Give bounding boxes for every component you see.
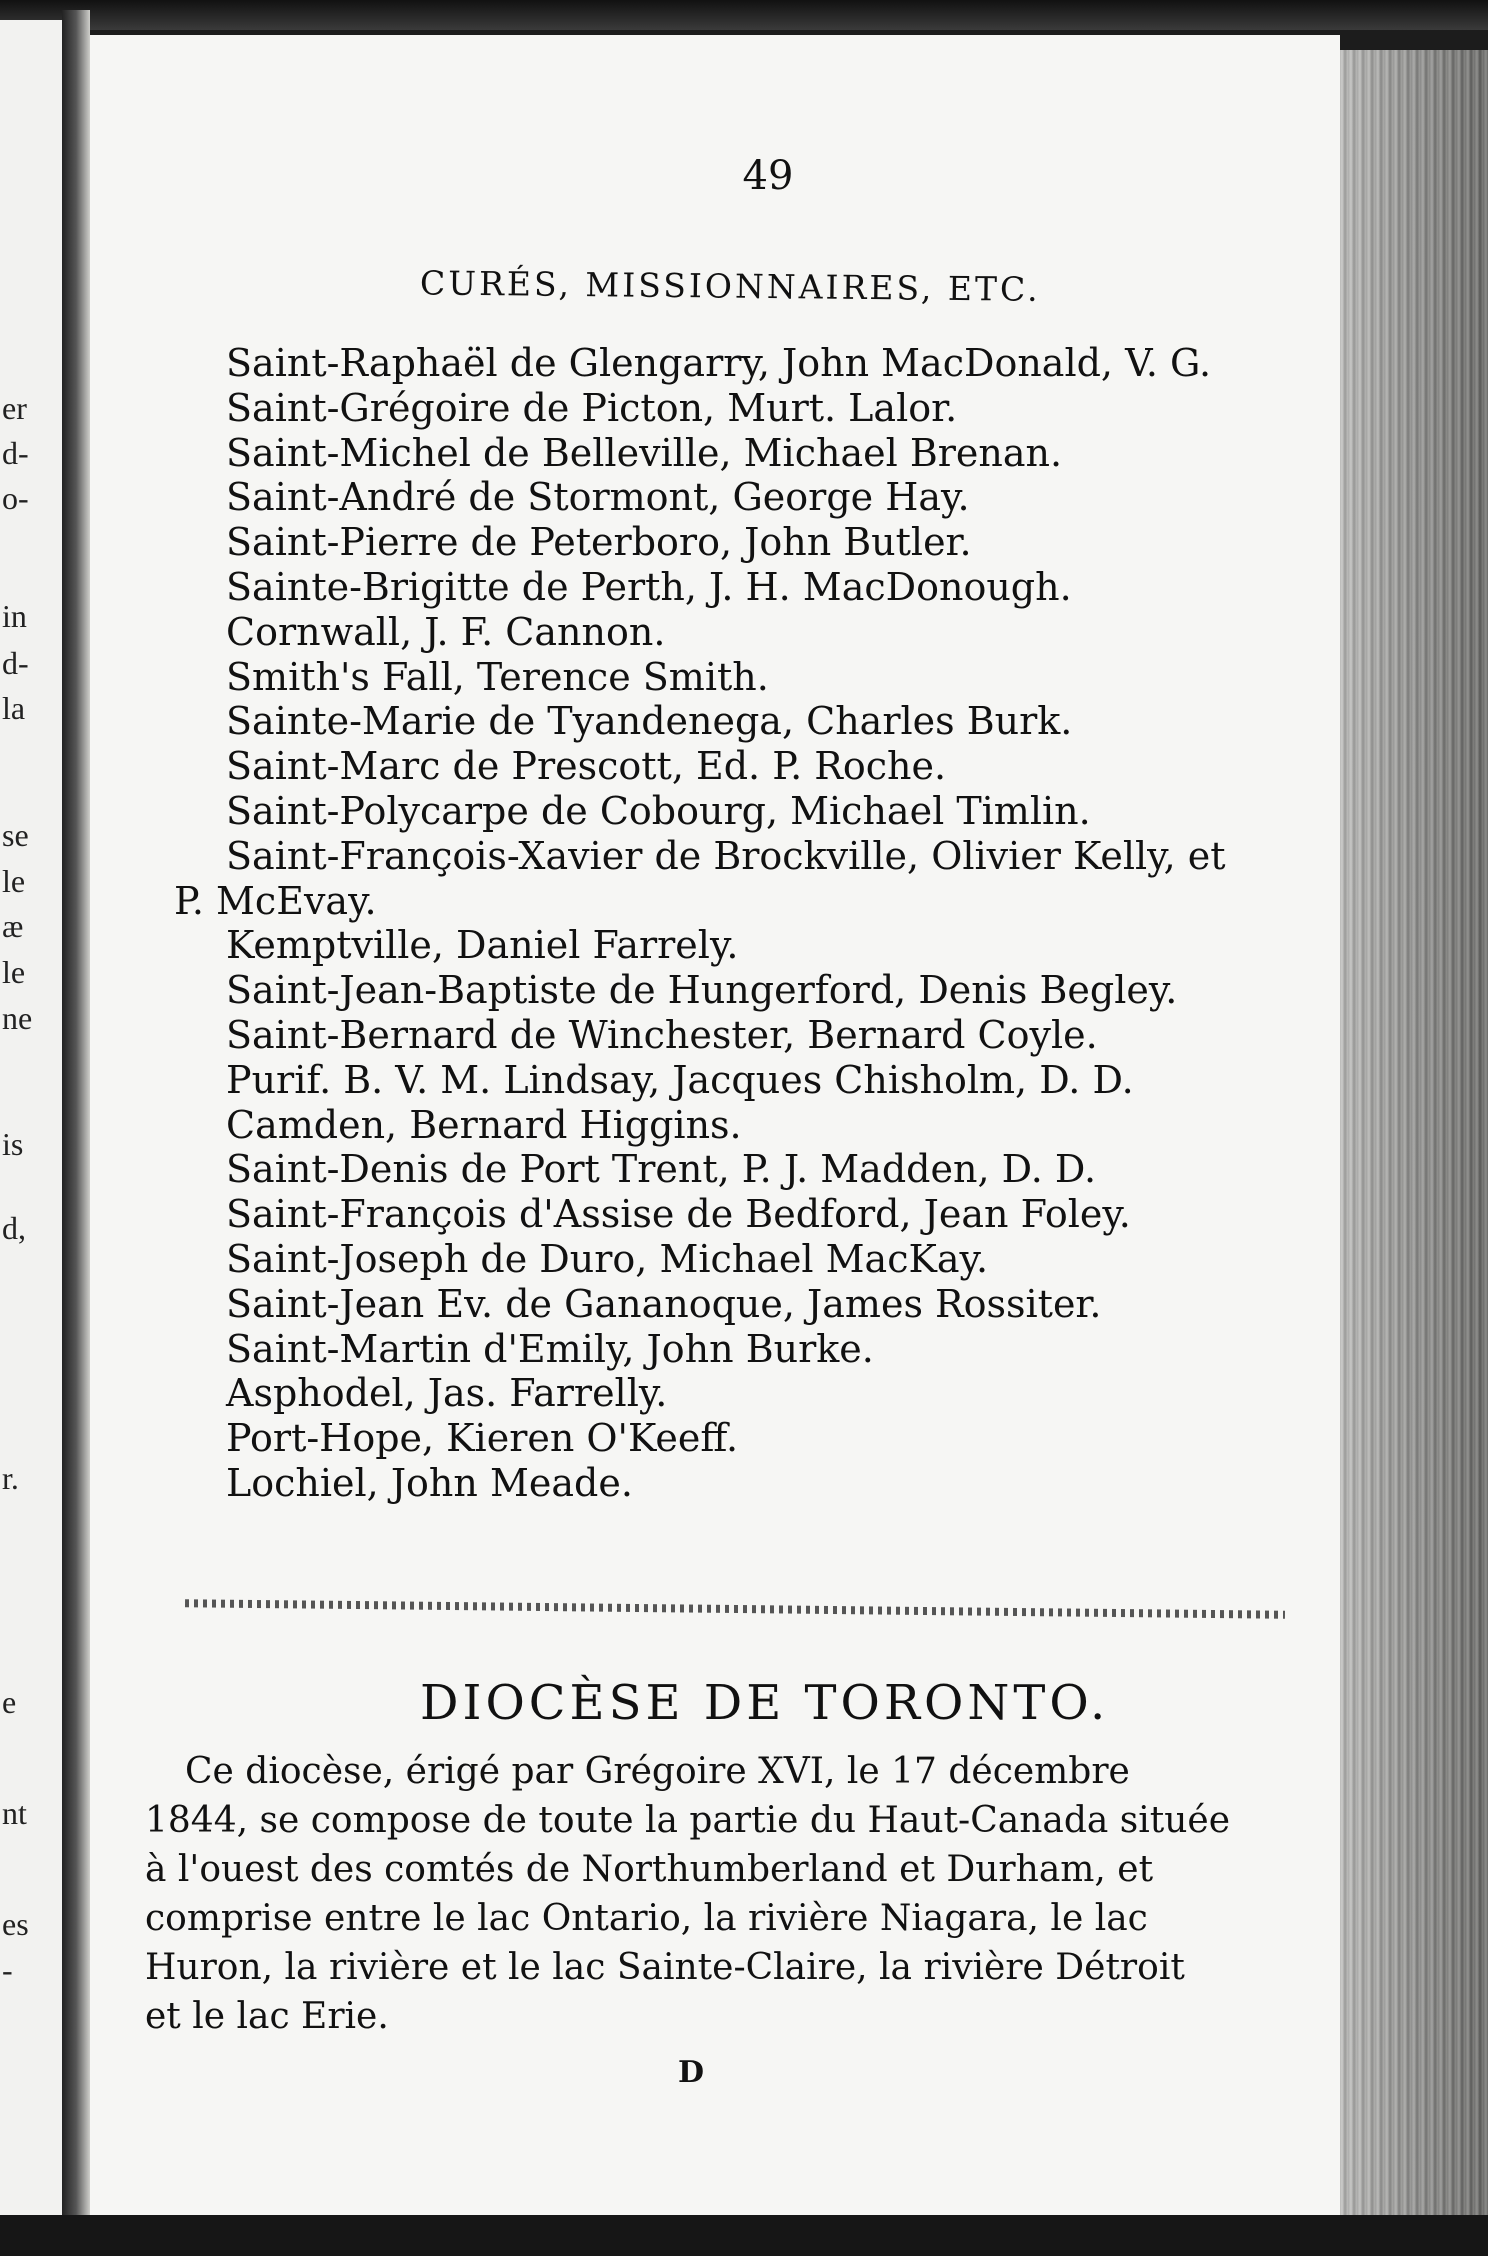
parish-entry: Saint-Michel de Belleville, Michael Brenan. [226, 430, 1063, 475]
previous-page-edge [0, 20, 62, 2220]
prev-page-fragment: d, [2, 1210, 26, 1246]
parish-entry: Port-Hope, Kieren O'Keeff. [226, 1416, 739, 1461]
paragraph-line: et le lac Erie. [145, 1996, 389, 2037]
parish-entry: Saint-Grégoire de Picton, Murt. Lalor. [226, 385, 958, 430]
prev-page-fragment: ne [2, 1000, 33, 1036]
parish-entry: Saint-Bernard de Winchester, Bernard Coyle. [226, 1012, 1098, 1057]
book-gutter [62, 10, 90, 2220]
parish-entry: Sainte-Brigitte de Perth, J. H. MacDonough. [226, 564, 1072, 609]
book-page [90, 35, 1340, 2215]
prev-page-fragment: is [2, 1126, 24, 1162]
prev-page-fragment: - [2, 1952, 13, 1988]
parish-entry: Saint-Raphaël de Glengarry, John MacDonald, V. G. [226, 341, 1212, 385]
prev-page-fragment: r. [2, 1460, 19, 1496]
parish-entry: Camden, Bernard Higgins. [226, 1102, 742, 1147]
paragraph-line: comprise entre le lac Ontario, la rivière Niagara, le lac [145, 1898, 1148, 1939]
paragraph-line: à l'ouest des comtés de Northumberland et Durham, et [145, 1849, 1154, 1890]
prev-page-fragment: d- [2, 645, 29, 681]
prev-page-fragment: nt [2, 1795, 27, 1831]
parish-entry: Kemptville, Daniel Farrely. [226, 923, 739, 968]
parish-entry: Saint-François d'Assise de Bedford, Jean Foley. [226, 1192, 1131, 1237]
ornamental-rule [185, 1599, 1285, 1619]
prev-page-fragment: la [2, 690, 26, 726]
prev-page-fragment: er [2, 390, 27, 426]
paragraph-line: Ce diocèse, érigé par Grégoire XVI, le 17 décembre [185, 1751, 1130, 1792]
parish-entry-continuation: P. McEvay. [174, 878, 377, 923]
prev-page-fragment: in [2, 598, 27, 634]
parish-entry: Saint-Martin d'Emily, John Burke. [226, 1326, 874, 1371]
parish-entry: Asphodel, Jas. Farrelly. [226, 1371, 668, 1416]
prev-page-fragment: e [2, 1684, 17, 1720]
parish-entry: Sainte-Marie de Tyandenega, Charles Burk. [226, 699, 1073, 744]
parish-entry: Cornwall, J. F. Cannon. [226, 609, 666, 654]
prev-page-fragment: se [2, 817, 29, 853]
top-shadow [0, 0, 1488, 30]
diocese-paragraph [145, 1747, 1295, 2041]
paragraph-line: Huron, la rivière et le lac Sainte-Claire, la rivière Détroit [145, 1947, 1185, 1988]
parish-entry: Saint-André de Stormont, George Hay. [226, 475, 970, 520]
prev-page-fragment: d- [2, 435, 29, 471]
running-head: CURÉS, MISSIONNAIRES, ETC. [419, 263, 1041, 309]
parish-entry: Smith's Fall, Terence Smith. [226, 654, 769, 699]
parish-entry: Saint-Marc de Prescott, Ed. P. Roche. [226, 744, 947, 789]
paragraph-line: 1844, se compose de toute la partie du Haut-Canada située [145, 1800, 1231, 1841]
parish-entry: Saint-Pierre de Peterboro, John Butler. [226, 520, 972, 565]
parish-entry: Lochiel, John Meade. [226, 1460, 633, 1505]
page-number: 49 [742, 153, 794, 199]
parish-entry: Saint-Denis de Port Trent, P. J. Madden, D. D. [226, 1147, 1097, 1192]
parish-entry: Saint-François-Xavier de Brockville, Olivier Kelly, et [226, 833, 1226, 878]
prev-page-fragment: æ [2, 908, 24, 944]
prev-page-fragment: es [2, 1906, 29, 1942]
parish-entry: Saint-Jean Ev. de Gananoque, James Rossiter. [226, 1281, 1102, 1326]
parish-list [174, 341, 1376, 1506]
prev-page-fragment: o- [2, 480, 29, 516]
prev-page-fragment: le [2, 863, 26, 899]
prev-page-fragment: le [2, 954, 26, 990]
parish-entry: Saint-Joseph de Duro, Michael MacKay. [226, 1236, 989, 1281]
parish-entry: Saint-Polycarpe de Cobourg, Michael Timlin. [226, 788, 1091, 833]
bottom-shadow [0, 2215, 1488, 2256]
signature-mark: D [678, 2055, 705, 2090]
parish-entry: Purif. B. V. M. Lindsay, Jacques Chisholm, D. D. [226, 1057, 1134, 1102]
diocese-title: DIOCÈSE DE TORONTO. [420, 1675, 1110, 1731]
parish-entry: Saint-Jean-Baptiste de Hungerford, Denis Begley. [226, 968, 1178, 1013]
